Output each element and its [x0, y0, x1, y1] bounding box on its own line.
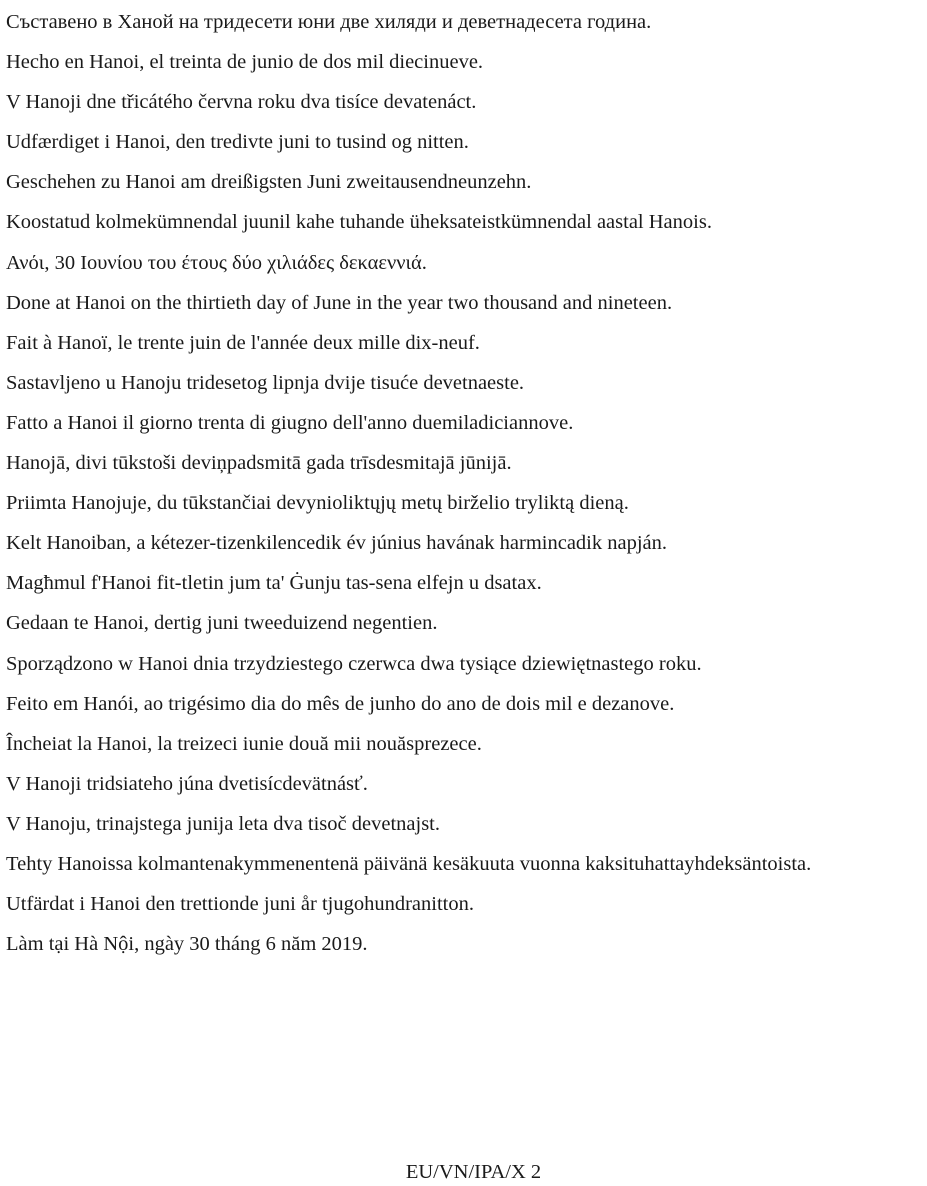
- text-line-italian: Fatto a Hanoi il giorno trenta di giugno dell'anno duemiladiciannove.: [6, 411, 574, 434]
- text-line-czech: V Hanoji dne třicátého června roku dva tisíce devatenáct.: [6, 91, 477, 114]
- text-line-lithuanian: Priimta Hanojuje, du tūkstančiai devynioliktųjų metų birželio tryliktą dieną.: [6, 492, 629, 515]
- document-body: [6, 2, 927, 964]
- text-line-danish: Udfærdiget i Hanoi, den tredivte juni to tusind og nitten.: [6, 131, 469, 154]
- text-line-estonian: Koostatud kolmekümnendal juunil kahe tuhande üheksateistkümnendal aastal Hanois.: [6, 211, 712, 234]
- text-line-maltese: Magħmul f'Hanoi fit-tletin jum ta' Ġunju tas-sena elfejn u dsatax.: [6, 572, 542, 595]
- text-line-german: Geschehen zu Hanoi am dreißigsten Juni zweitausendneunzehn.: [6, 171, 532, 194]
- text-line-slovak: V Hanoji tridsiateho júna dvetisícdevätnásť.: [6, 772, 368, 795]
- text-line-greek: Ανόι, 30 Ιουνίου του έτους δύο χιλιάδες δεκαεννιά.: [6, 251, 427, 274]
- text-line-polish: Sporządzono w Hanoi dnia trzydziestego czerwca dwa tysiące dziewiętnastego roku.: [6, 652, 702, 675]
- text-line-hungarian: Kelt Hanoiban, a kétezer-tizenkilencedik év június havának harmincadik napján.: [6, 532, 668, 555]
- text-line-croatian: Sastavljeno u Hanoju tridesetog lipnja dvije tisuće devetnaeste.: [6, 371, 525, 394]
- text-line-finnish: Tehty Hanoissa kolmantenakymmenentenä päivänä kesäkuuta vuonna kaksituhattayhdeksäntoista.: [6, 852, 812, 875]
- text-line-portuguese: Feito em Hanói, ao trigésimo dia do mês de junho do ano de dois mil e dezanove.: [6, 692, 675, 715]
- text-line-romanian: Încheiat la Hanoi, la treizeci iunie două mii nouăsprezece.: [6, 732, 482, 755]
- text-line-swedish: Utfärdat i Hanoi den trettionde juni år tjugohundranitton.: [6, 893, 474, 916]
- text-line-spanish: Hecho en Hanoi, el treinta de junio de dos mil diecinueve.: [6, 51, 484, 74]
- text-line-slovenian: V Hanoju, trinajstega junija leta dva tisoč devetnajst.: [6, 812, 440, 835]
- text-line-vietnamese: Làm tại Hà Nội, ngày 30 tháng 6 năm 2019.: [6, 933, 368, 956]
- page-footer-reference: EU/VN/IPA/X 2: [405, 1161, 542, 1183]
- text-line-dutch: Gedaan te Hanoi, dertig juni tweeduizend negentien.: [6, 612, 438, 635]
- text-line-bulgarian: Съставено в Ханой на тридесети юни две хиляди и деветнадесета година.: [6, 11, 652, 33]
- text-line-french: Fait à Hanoï, le trente juin de l'année deux mille dix-neuf.: [6, 331, 480, 354]
- text-line-english: Done at Hanoi on the thirtieth day of June in the year two thousand and nineteen.: [6, 291, 673, 314]
- text-line-latvian: Hanojā, divi tūkstoši deviņpadsmitā gada trīsdesmitajā jūnijā.: [6, 452, 512, 475]
